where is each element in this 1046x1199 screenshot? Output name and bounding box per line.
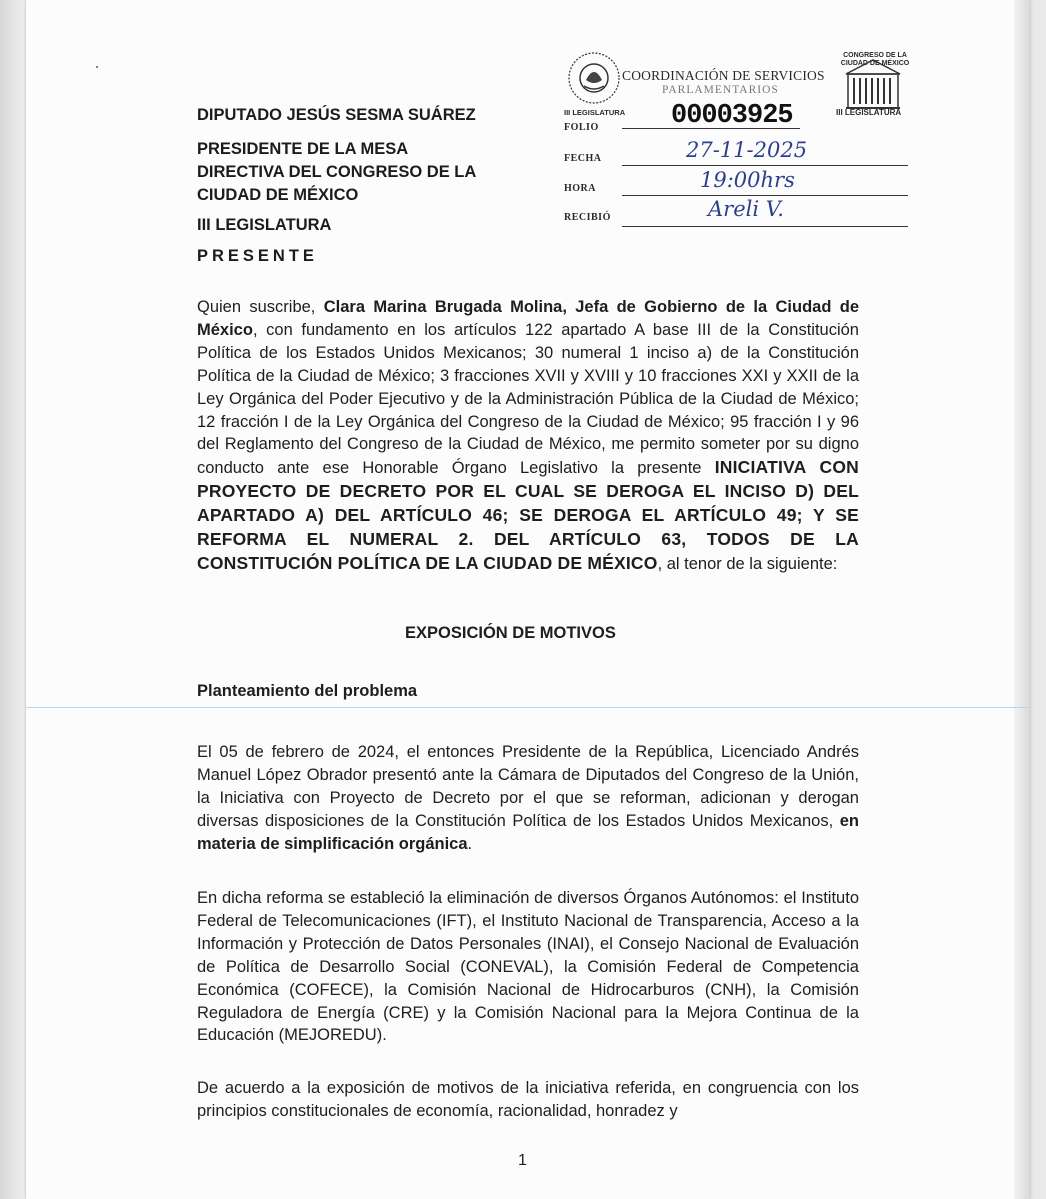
folio-line — [622, 128, 800, 129]
reception-stamp — [560, 50, 910, 240]
hora-value: 19:00hrs — [700, 168, 795, 192]
recibio-value: Areli V. — [708, 197, 784, 221]
left-seal-caption: III LEGISLATURA — [564, 108, 626, 117]
paragraph-3: De acuerdo a la exposición de motivos de la iniciativa referida, en congruencia con los principios constitucionales de economía, racionalidad, honradez y — [197, 1079, 859, 1120]
hora-label: HORA — [564, 183, 596, 194]
paragraph-1 — [197, 741, 859, 856]
recibio-label: RECIBIÓ — [564, 212, 611, 223]
coat-of-arms-seal-icon — [566, 50, 622, 106]
intro-paragraph — [197, 296, 859, 576]
hora-line — [622, 195, 908, 196]
section-title: EXPOSICIÓN DE MOTIVOS — [405, 624, 616, 642]
fecha-line — [622, 165, 908, 166]
initiative-title: INICIATIVA CON PROYECTO DE DECRETO POR EL CUAL SE DEROGA EL INCISO D) DEL APARTADO A) DEL ARTÍCULO 46; SE DEROGA EL ARTÍCULO 49; Y SE REFORMA EL NUMERAL 2. DEL ARTÍCULO 63, TODOS DE LA CONSTITUCIÓN POLÍTICA DE LA CIUDAD DE MÉXICO — [197, 457, 859, 573]
stamp-office-sub: PARLAMENTARIOS — [662, 84, 779, 96]
recibio-line — [622, 226, 908, 227]
scan-speck — [96, 66, 98, 68]
folio-number: 00003925 — [671, 101, 793, 131]
stamp-office: COORDINACIÓN DE SERVICIOS — [622, 68, 825, 83]
scan-edge-right — [1014, 0, 1030, 1199]
addressee-name: DIPUTADO JESÚS SESMA SUÁREZ — [197, 106, 476, 124]
intro-text-1: Quien suscribe, — [197, 298, 324, 316]
addressee-legislature: III LEGISLATURA — [197, 216, 332, 234]
subsection-title: Planteamiento del problema — [197, 682, 418, 700]
paragraph-1-emphasis: en materia de simplificación orgánica — [197, 811, 859, 853]
fecha-value: 27-11-2025 — [686, 138, 808, 162]
right-seal-caption: III LEGISLATURA — [836, 108, 902, 117]
addressee-greeting: PRESENTE — [197, 247, 318, 265]
addressee-position: PRESIDENTE DE LA MESA DIRECTIVA DEL CONGRESO DE LA CIUDAD DE MÉXICO — [197, 140, 476, 204]
fecha-label: FECHA — [564, 153, 602, 164]
signer-name: Clara Marina Brugada Molina, Jefa de Gobierno de la Ciudad de México — [197, 298, 859, 339]
paragraph-1-text: El 05 de febrero de 2024, el entonces Presidente de la República, Licenciado Andrés Manuel López Obrador presentó ante la Cámara de Diputados del Congreso de la Unión, la Iniciativa con Proyecto de Decreto por el que se reforman, adicionan y derogan diversas disposiciones de la Constitución Política de los Estados Unidos Mexicanos, — [197, 743, 859, 830]
scan-edge-left — [0, 0, 26, 1199]
right-seal-title: CONGRESO DE LA CIUDAD DE MÉXICO — [840, 52, 910, 67]
intro-text-3: , al tenor de la siguiente: — [657, 554, 838, 573]
paragraph-2: En dicha reforma se estableció la eliminación de diversos Órganos Autónomos: el Instituto Federal de Telecomunicaciones (IFT), el Instituto Nacional de Transparencia, Acceso a la Información y Protección de Datos Personales (INAI), el Consejo Nacional de Evaluación de Política de Desarrollo Social (CONEVAL), la Comisión Federal de Competencia Económica (COFECE), la Comisión Nacional de Hidrocarburos (CNH), la Comisión Reguladora de Energía (CRE) y la Comisión Nacional para la Mejora Continua de la Educación (MEJOREDU). — [197, 889, 859, 1045]
page-number: 1 — [518, 1152, 527, 1169]
paragraph-1-end: . — [467, 834, 473, 853]
scan-fold-line — [26, 707, 1030, 708]
intro-text-2: , con fundamento en los artículos 122 apartado A base III de la Constitución Política de los Estados Unidos Mexicanos; 30 numeral 1 inciso a) de la Constitución Política de la Ciudad de México; 3 fracciones XVII y XVIII y 10 fracciones XXI y XXII de la Ley Orgánica del Poder Ejecutivo y de la Administración Pública de la Ciudad de México; 12 fracción I de la Ley Orgánica del Congreso de la Ciudad de México; 95 fracción I y 96 del Reglamento del Congreso de la Ciudad de México, me permito someter por su digno conducto ante ese Honorable Órgano Legislativo la presente — [197, 320, 859, 478]
folio-label: FOLIO — [564, 122, 599, 133]
